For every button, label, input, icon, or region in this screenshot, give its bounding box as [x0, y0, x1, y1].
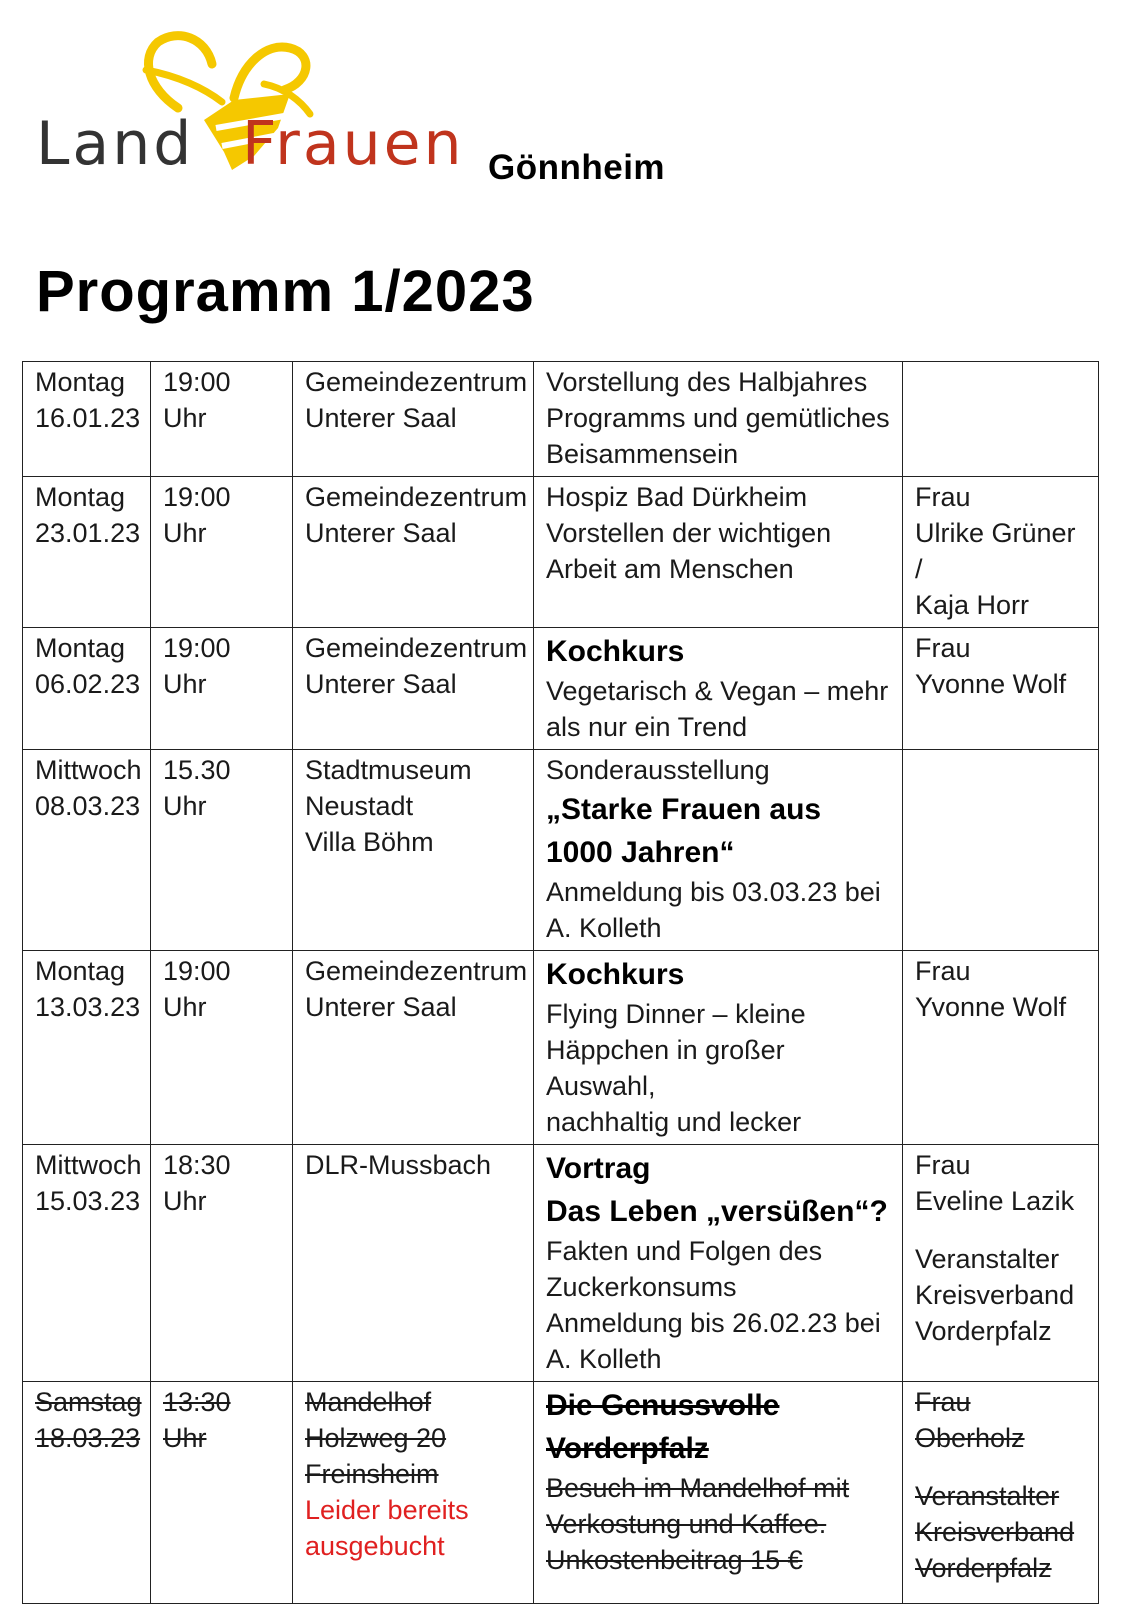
- table-row: [23, 362, 1099, 477]
- weekday: Samstag: [35, 1387, 142, 1417]
- spacer: [915, 1219, 1086, 1241]
- speaker-cell: [903, 628, 1099, 750]
- time-cell: [151, 1382, 293, 1604]
- speaker-line: Yvonne Wolf: [915, 669, 1067, 699]
- sold-out-notice: Leider bereits: [305, 1495, 469, 1525]
- event-date: 23.01.23: [35, 518, 141, 548]
- description-line: Arbeit am Menschen: [546, 554, 794, 584]
- table-row: [23, 1145, 1099, 1382]
- description-line: nachhaltig und lecker: [546, 1107, 802, 1137]
- location-line: Unterer Saal: [305, 669, 457, 699]
- event-heading: Kochkurs: [546, 635, 685, 668]
- speaker-line: Vorderpfalz: [915, 1316, 1052, 1346]
- description-line: Häppchen in großer Auswahl,: [546, 1035, 785, 1101]
- event-date: 18.03.23: [35, 1423, 141, 1453]
- speaker-line: Kreisverband: [915, 1280, 1075, 1310]
- location-cell: [293, 628, 534, 750]
- location-line: Unterer Saal: [305, 992, 457, 1022]
- description-cell: [534, 1145, 903, 1382]
- location-cell: [293, 1382, 534, 1604]
- description-line: Flying Dinner – kleine: [546, 999, 806, 1029]
- location-line: Gemeindezentrum: [305, 482, 528, 512]
- speaker-cell: [903, 362, 1099, 477]
- event-heading: „Starke Frauen aus: [546, 793, 822, 826]
- description-cell: [534, 1382, 903, 1604]
- location-line: Stadtmuseum: [305, 755, 472, 785]
- date-cell: [23, 1145, 151, 1382]
- speaker-line: Kaja Horr: [915, 590, 1030, 620]
- description-line: Vorstellen der wichtigen: [546, 518, 832, 548]
- table-row: [23, 1382, 1099, 1604]
- weekday: Montag: [35, 482, 126, 512]
- weekday: Mittwoch: [35, 755, 142, 785]
- location-cell: [293, 477, 534, 628]
- time-cell: [151, 750, 293, 951]
- speaker-cell: [903, 951, 1099, 1145]
- location-line: Holzweg 20: [305, 1423, 447, 1453]
- program-table: [22, 361, 1099, 1604]
- location-line: Unterer Saal: [305, 518, 457, 548]
- speaker-line: Kreisverband: [915, 1517, 1075, 1547]
- date-cell: [23, 477, 151, 628]
- time-cell: [151, 628, 293, 750]
- description-line: Hospiz Bad Dürkheim: [546, 482, 808, 512]
- event-time: 19:00 Uhr: [163, 956, 231, 1022]
- weekday: Mittwoch: [35, 1150, 142, 1180]
- description-line: Anmeldung bis 03.03.23 bei: [546, 877, 881, 907]
- event-heading: Das Leben „versüßen“?: [546, 1195, 888, 1228]
- location-cell: [293, 750, 534, 951]
- page-title: Programm 1/2023: [36, 259, 535, 324]
- location-cell: [293, 362, 534, 477]
- description-line: Unkostenbeitrag 15 €: [546, 1545, 803, 1575]
- date-cell: [23, 951, 151, 1145]
- description-line: Anmeldung bis 26.02.23 bei: [546, 1308, 881, 1338]
- description-line: Verkostung und Kaffee.: [546, 1509, 827, 1539]
- weekday: Montag: [35, 956, 126, 986]
- date-cell: [23, 628, 151, 750]
- description-line: A. Kolleth: [546, 913, 662, 943]
- time-cell: [151, 362, 293, 477]
- description-line: Vegetarisch & Vegan – mehr: [546, 676, 889, 706]
- speaker-line: Veranstalter: [915, 1481, 1060, 1511]
- table-row: [23, 750, 1099, 951]
- event-date: 08.03.23: [35, 791, 141, 821]
- speaker-line: Oberholz: [915, 1423, 1025, 1453]
- event-time: 19:00 Uhr: [163, 633, 231, 699]
- description-cell: [534, 362, 903, 477]
- description-line: als nur ein Trend: [546, 712, 748, 742]
- event-heading: 1000 Jahren“: [546, 836, 735, 869]
- place-name: Gönnheim: [488, 148, 666, 187]
- event-date: 13.03.23: [35, 992, 141, 1022]
- weekday: Montag: [35, 367, 126, 397]
- description-line: Programms und gemütliches: [546, 403, 890, 433]
- logo-text-land: Land: [36, 109, 195, 179]
- time-cell: [151, 1145, 293, 1382]
- speaker-cell: [903, 750, 1099, 951]
- speaker-cell: [903, 1145, 1099, 1382]
- spacer: [915, 1456, 1086, 1478]
- table-row: [23, 628, 1099, 750]
- location-line: Unterer Saal: [305, 403, 457, 433]
- speaker-line: Vorderpfalz: [915, 1553, 1052, 1583]
- speaker-cell: [903, 477, 1099, 628]
- landfrauen-logo: [28, 28, 468, 188]
- event-time: 19:00 Uhr: [163, 482, 231, 548]
- location-line: DLR-Mussbach: [305, 1150, 492, 1180]
- event-heading: Die Genussvolle: [546, 1389, 780, 1422]
- event-time: 15.30 Uhr: [163, 755, 231, 821]
- event-date: 16.01.23: [35, 403, 141, 433]
- speaker-line: Frau: [915, 633, 971, 663]
- description-line: Besuch im Mandelhof mit: [546, 1473, 850, 1503]
- location-line: Neustadt: [305, 791, 414, 821]
- description-cell: [534, 477, 903, 628]
- location-line: Gemeindezentrum: [305, 633, 528, 663]
- event-heading: Vortrag: [546, 1152, 651, 1185]
- description-cell: [534, 628, 903, 750]
- speaker-cell: [903, 1382, 1099, 1604]
- event-time: 13:30 Uhr: [163, 1387, 231, 1453]
- speaker-line: Frau: [915, 956, 971, 986]
- speaker-line: Veranstalter: [915, 1244, 1060, 1274]
- table-row: [23, 951, 1099, 1145]
- description-line: Zuckerkonsums: [546, 1272, 737, 1302]
- event-time: 18:30 Uhr: [163, 1150, 231, 1216]
- date-cell: [23, 362, 151, 477]
- description-cell: [534, 750, 903, 951]
- description-line: Vorstellung des Halbjahres: [546, 367, 868, 397]
- description-line: Beisammensein: [546, 439, 739, 469]
- sold-out-notice: ausgebucht: [305, 1531, 445, 1561]
- description-line: Sonderausstellung: [546, 755, 770, 785]
- event-heading: Kochkurs: [546, 958, 685, 991]
- location-cell: [293, 951, 534, 1145]
- description-cell: [534, 951, 903, 1145]
- event-heading: Vorderpfalz: [546, 1432, 709, 1465]
- location-line: Gemeindezentrum: [305, 956, 528, 986]
- time-cell: [151, 477, 293, 628]
- description-line: Fakten und Folgen des: [546, 1236, 823, 1266]
- speaker-line: Frau: [915, 482, 971, 512]
- description-line: A. Kolleth: [546, 1344, 662, 1374]
- event-time: 19:00 Uhr: [163, 367, 231, 433]
- table-row: [23, 477, 1099, 628]
- location-cell: [293, 1145, 534, 1382]
- speaker-line: Yvonne Wolf: [915, 992, 1067, 1022]
- location-line: Freinsheim: [305, 1459, 439, 1489]
- date-cell: [23, 1382, 151, 1604]
- location-line: Villa Böhm: [305, 827, 434, 857]
- speaker-line: Ulrike Grüner /: [915, 518, 1076, 584]
- time-cell: [151, 951, 293, 1145]
- logo-text-frauen: Frauen: [242, 109, 465, 179]
- event-date: 15.03.23: [35, 1186, 141, 1216]
- event-date: 06.02.23: [35, 669, 141, 699]
- date-cell: [23, 750, 151, 951]
- weekday: Montag: [35, 633, 126, 663]
- location-line: Gemeindezentrum: [305, 367, 528, 397]
- speaker-line: Frau: [915, 1150, 971, 1180]
- speaker-line: Frau: [915, 1387, 971, 1417]
- location-line: Mandelhof: [305, 1387, 432, 1417]
- speaker-line: Eveline Lazik: [915, 1186, 1075, 1216]
